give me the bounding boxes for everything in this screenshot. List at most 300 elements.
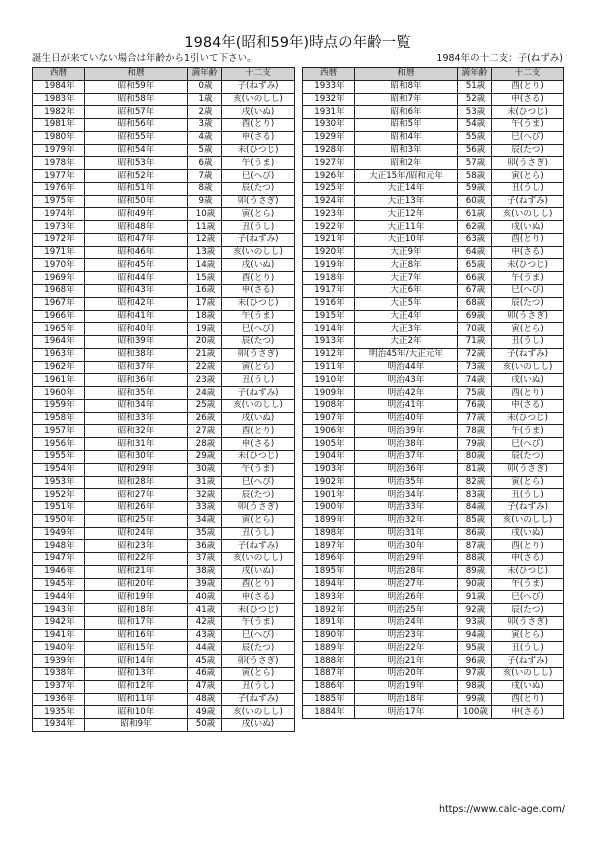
cell-eto: 巳(へび) <box>492 438 564 451</box>
birthday-note: 誕生日が来ていない場合は年齢から1引いて下さい。 <box>32 53 257 64</box>
cell-age: 59歳 <box>458 182 492 195</box>
cell-wareki: 昭和43年 <box>85 285 188 298</box>
cell-wareki: 大正11年 <box>355 221 458 234</box>
cell-age: 93歳 <box>458 616 492 629</box>
cell-age: 99歳 <box>458 693 492 706</box>
cell-seireki: 1951年 <box>33 502 85 515</box>
header-seireki: 西暦 <box>303 68 355 81</box>
cell-wareki: 昭和15年 <box>85 642 188 655</box>
cell-eto: 戌(いぬ) <box>222 412 295 425</box>
table-row <box>303 399 564 412</box>
cell-seireki: 1944年 <box>33 591 85 604</box>
cell-eto: 子(ねずみ) <box>222 80 295 93</box>
cell-seireki: 1895年 <box>303 565 355 578</box>
cell-age: 21歳 <box>188 348 222 361</box>
cell-eto: 丑(うし) <box>222 527 295 540</box>
cell-eto: 午(うま) <box>492 119 564 132</box>
cell-eto: 巳(へび) <box>492 591 564 604</box>
cell-seireki: 1922年 <box>303 221 355 234</box>
cell-age: 88歳 <box>458 553 492 566</box>
cell-seireki: 1981年 <box>33 119 85 132</box>
cell-seireki: 1907年 <box>303 412 355 425</box>
cell-wareki: 大正10年 <box>355 233 458 246</box>
cell-age: 82歳 <box>458 476 492 489</box>
table-row <box>33 553 295 566</box>
cell-eto: 午(うま) <box>222 616 295 629</box>
header-wareki: 和暦 <box>355 68 458 81</box>
table-row <box>33 591 295 604</box>
cell-age: 77歳 <box>458 412 492 425</box>
cell-wareki: 大正4年 <box>355 310 458 323</box>
cell-seireki: 1940年 <box>33 642 85 655</box>
table-row <box>33 131 295 144</box>
cell-seireki: 1967年 <box>33 297 85 310</box>
cell-eto: 酉(とり) <box>492 387 564 400</box>
cell-seireki: 1976年 <box>33 182 85 195</box>
cell-seireki: 1937年 <box>33 680 85 693</box>
cell-wareki: 昭和59年 <box>85 80 188 93</box>
cell-age: 66歳 <box>458 272 492 285</box>
cell-age: 32歳 <box>188 489 222 502</box>
cell-wareki: 昭和7年 <box>355 93 458 106</box>
cell-eto: 申(さる) <box>492 553 564 566</box>
table-row <box>33 438 295 451</box>
cell-seireki: 1964年 <box>33 336 85 349</box>
cell-wareki: 大正12年 <box>355 208 458 221</box>
table-row <box>303 182 564 195</box>
cell-eto: 申(さる) <box>222 438 295 451</box>
cell-eto: 午(うま) <box>222 157 295 170</box>
cell-wareki: 昭和54年 <box>85 144 188 157</box>
cell-seireki: 1969年 <box>33 272 85 285</box>
cell-age: 75歳 <box>458 387 492 400</box>
cell-seireki: 1906年 <box>303 425 355 438</box>
page-title: 1984年(昭和59年)時点の年齢一覧 <box>184 35 411 51</box>
cell-age: 31歳 <box>188 476 222 489</box>
table-row <box>33 565 295 578</box>
cell-seireki: 1929年 <box>303 131 355 144</box>
table-row <box>303 591 564 604</box>
cell-eto: 子(ねずみ) <box>492 348 564 361</box>
cell-age: 27歳 <box>188 425 222 438</box>
cell-wareki: 明治19年 <box>355 680 458 693</box>
cell-wareki: 昭和11年 <box>85 693 188 706</box>
cell-seireki: 1959年 <box>33 399 85 412</box>
cell-eto: 巳(へび) <box>222 476 295 489</box>
table-row <box>303 259 564 272</box>
table-row <box>33 259 295 272</box>
cell-age: 76歳 <box>458 399 492 412</box>
cell-age: 65歳 <box>458 259 492 272</box>
cell-age: 39歳 <box>188 578 222 591</box>
cell-seireki: 1920年 <box>303 246 355 259</box>
table-row <box>303 272 564 285</box>
cell-wareki: 昭和22年 <box>85 553 188 566</box>
cell-eto: 寅(とら) <box>222 514 295 527</box>
cell-eto: 子(ねずみ) <box>222 387 295 400</box>
cell-seireki: 1900年 <box>303 502 355 515</box>
cell-eto: 戌(いぬ) <box>222 106 295 119</box>
cell-eto: 巳(へび) <box>222 629 295 642</box>
table-row <box>33 272 295 285</box>
cell-wareki: 昭和2年 <box>355 157 458 170</box>
cell-seireki: 1908年 <box>303 399 355 412</box>
cell-age: 52歳 <box>458 93 492 106</box>
table-row <box>33 195 295 208</box>
cell-age: 38歳 <box>188 565 222 578</box>
cell-eto: 酉(とり) <box>222 272 295 285</box>
cell-eto: 戌(いぬ) <box>222 565 295 578</box>
table-row <box>33 361 295 374</box>
cell-seireki: 1982年 <box>33 106 85 119</box>
cell-seireki: 1885年 <box>303 693 355 706</box>
cell-age: 18歳 <box>188 310 222 323</box>
cell-age: 4歳 <box>188 131 222 144</box>
cell-age: 53歳 <box>458 106 492 119</box>
cell-wareki: 昭和19年 <box>85 591 188 604</box>
cell-eto: 辰(たつ) <box>492 144 564 157</box>
cell-wareki: 昭和58年 <box>85 93 188 106</box>
cell-age: 6歳 <box>188 157 222 170</box>
cell-wareki: 昭和33年 <box>85 412 188 425</box>
cell-eto: 辰(たつ) <box>492 604 564 617</box>
cell-eto: 寅(とら) <box>222 667 295 680</box>
table-row <box>303 348 564 361</box>
table-row <box>303 514 564 527</box>
cell-age: 8歳 <box>188 182 222 195</box>
table-row <box>33 80 295 93</box>
cell-wareki: 明治20年 <box>355 667 458 680</box>
cell-seireki: 1945年 <box>33 578 85 591</box>
cell-age: 60歳 <box>458 195 492 208</box>
cell-age: 44歳 <box>188 642 222 655</box>
cell-age: 25歳 <box>188 399 222 412</box>
cell-age: 11歳 <box>188 221 222 234</box>
cell-wareki: 昭和51年 <box>85 182 188 195</box>
cell-wareki: 明治35年 <box>355 476 458 489</box>
cell-seireki: 1914年 <box>303 323 355 336</box>
table-row <box>33 527 295 540</box>
cell-eto: 戌(いぬ) <box>492 221 564 234</box>
cell-age: 47歳 <box>188 680 222 693</box>
cell-seireki: 1965年 <box>33 323 85 336</box>
cell-eto: 未(ひつじ) <box>492 106 564 119</box>
table-row <box>33 476 295 489</box>
table-row <box>33 157 295 170</box>
table-row <box>33 93 295 106</box>
table-row <box>303 131 564 144</box>
header-age: 満年齢 <box>458 68 492 81</box>
cell-age: 89歳 <box>458 565 492 578</box>
table-row <box>303 93 564 106</box>
cell-eto: 亥(いのしし) <box>492 361 564 374</box>
cell-eto: 酉(とり) <box>222 578 295 591</box>
cell-age: 43歳 <box>188 629 222 642</box>
cell-seireki: 1901年 <box>303 489 355 502</box>
table-row <box>303 553 564 566</box>
table-row <box>33 463 295 476</box>
table-row <box>303 463 564 476</box>
cell-wareki: 明治31年 <box>355 527 458 540</box>
table-row <box>303 336 564 349</box>
cell-eto: 寅(とら) <box>492 323 564 336</box>
cell-eto: 亥(いのしし) <box>222 399 295 412</box>
cell-age: 85歳 <box>458 514 492 527</box>
cell-wareki: 昭和17年 <box>85 616 188 629</box>
table-row <box>303 604 564 617</box>
cell-eto: 申(さる) <box>492 246 564 259</box>
cell-age: 14歳 <box>188 259 222 272</box>
table-row <box>303 246 564 259</box>
cell-wareki: 昭和32年 <box>85 425 188 438</box>
cell-seireki: 1898年 <box>303 527 355 540</box>
cell-eto: 寅(とら) <box>492 476 564 489</box>
cell-wareki: 昭和27年 <box>85 489 188 502</box>
cell-seireki: 1924年 <box>303 195 355 208</box>
cell-eto: 午(うま) <box>492 272 564 285</box>
cell-eto: 辰(たつ) <box>222 489 295 502</box>
cell-wareki: 昭和20年 <box>85 578 188 591</box>
cell-age: 33歳 <box>188 502 222 515</box>
cell-seireki: 1911年 <box>303 361 355 374</box>
cell-wareki: 明治28年 <box>355 565 458 578</box>
cell-seireki: 1949年 <box>33 527 85 540</box>
cell-eto: 午(うま) <box>222 310 295 323</box>
cell-age: 84歳 <box>458 502 492 515</box>
cell-age: 69歳 <box>458 310 492 323</box>
cell-age: 46歳 <box>188 667 222 680</box>
table-row <box>303 476 564 489</box>
cell-wareki: 明治42年 <box>355 387 458 400</box>
cell-age: 23歳 <box>188 374 222 387</box>
header-age: 満年齢 <box>188 68 222 81</box>
table-row <box>303 80 564 93</box>
cell-seireki: 1913年 <box>303 336 355 349</box>
cell-seireki: 1930年 <box>303 119 355 132</box>
cell-wareki: 昭和35年 <box>85 387 188 400</box>
cell-wareki: 明治32年 <box>355 514 458 527</box>
cell-wareki: 昭和55年 <box>85 131 188 144</box>
cell-wareki: 大正5年 <box>355 297 458 310</box>
cell-age: 63歳 <box>458 233 492 246</box>
table-row <box>33 170 295 183</box>
cell-seireki: 1891年 <box>303 616 355 629</box>
table-row <box>303 323 564 336</box>
cell-age: 5歳 <box>188 144 222 157</box>
table-row <box>33 680 295 693</box>
cell-eto: 寅(とら) <box>492 629 564 642</box>
table-row <box>303 425 564 438</box>
cell-wareki: 昭和46年 <box>85 246 188 259</box>
cell-seireki: 1968年 <box>33 285 85 298</box>
table-row <box>33 578 295 591</box>
cell-seireki: 1978年 <box>33 157 85 170</box>
cell-wareki: 明治41年 <box>355 399 458 412</box>
table-row <box>303 693 564 706</box>
cell-age: 95歳 <box>458 642 492 655</box>
cell-age: 17歳 <box>188 297 222 310</box>
cell-seireki: 1926年 <box>303 170 355 183</box>
cell-wareki: 大正13年 <box>355 195 458 208</box>
cell-seireki: 1970年 <box>33 259 85 272</box>
cell-eto: 申(さる) <box>492 399 564 412</box>
cell-eto: 卯(うさぎ) <box>492 463 564 476</box>
cell-seireki: 1927年 <box>303 157 355 170</box>
cell-wareki: 昭和16年 <box>85 629 188 642</box>
cell-age: 29歳 <box>188 450 222 463</box>
cell-seireki: 1902年 <box>303 476 355 489</box>
cell-wareki: 昭和48年 <box>85 221 188 234</box>
cell-wareki: 昭和23年 <box>85 540 188 553</box>
cell-eto: 酉(とり) <box>222 425 295 438</box>
cell-seireki: 1896年 <box>303 553 355 566</box>
cell-age: 37歳 <box>188 553 222 566</box>
cell-age: 20歳 <box>188 336 222 349</box>
cell-eto: 子(ねずみ) <box>222 693 295 706</box>
cell-eto: 卯(うさぎ) <box>492 310 564 323</box>
table-row <box>303 706 564 719</box>
cell-seireki: 1923年 <box>303 208 355 221</box>
table-row <box>303 106 564 119</box>
header-eto: 十二支 <box>492 68 564 81</box>
table-row <box>303 450 564 463</box>
cell-wareki: 明治21年 <box>355 655 458 668</box>
table-row <box>33 540 295 553</box>
cell-wareki: 明治24年 <box>355 616 458 629</box>
cell-age: 87歳 <box>458 540 492 553</box>
table-row <box>33 233 295 246</box>
cell-eto: 酉(とり) <box>222 119 295 132</box>
cell-age: 34歳 <box>188 514 222 527</box>
cell-seireki: 1958年 <box>33 412 85 425</box>
cell-age: 42歳 <box>188 616 222 629</box>
cell-age: 71歳 <box>458 336 492 349</box>
table-row <box>303 540 564 553</box>
cell-seireki: 1952年 <box>33 489 85 502</box>
table-row <box>303 157 564 170</box>
cell-wareki: 明治44年 <box>355 361 458 374</box>
table-row <box>33 387 295 400</box>
cell-seireki: 1884年 <box>303 706 355 719</box>
cell-eto: 戌(いぬ) <box>492 527 564 540</box>
cell-seireki: 1953年 <box>33 476 85 489</box>
cell-age: 96歳 <box>458 655 492 668</box>
table-row <box>33 297 295 310</box>
cell-eto: 卯(うさぎ) <box>222 195 295 208</box>
cell-wareki: 明治34年 <box>355 489 458 502</box>
cell-wareki: 大正2年 <box>355 336 458 349</box>
cell-wareki: 昭和4年 <box>355 131 458 144</box>
cell-wareki: 大正9年 <box>355 246 458 259</box>
table-row <box>303 310 564 323</box>
cell-wareki: 昭和8年 <box>355 80 458 93</box>
cell-age: 7歳 <box>188 170 222 183</box>
cell-seireki: 1966年 <box>33 310 85 323</box>
table-row <box>33 667 295 680</box>
cell-seireki: 1919年 <box>303 259 355 272</box>
cell-seireki: 1942年 <box>33 616 85 629</box>
cell-seireki: 1971年 <box>33 246 85 259</box>
cell-seireki: 1892年 <box>303 604 355 617</box>
header-eto: 十二支 <box>222 68 295 81</box>
cell-eto: 巳(へび) <box>222 323 295 336</box>
cell-seireki: 1962年 <box>33 361 85 374</box>
cell-age: 10歳 <box>188 208 222 221</box>
cell-age: 74歳 <box>458 374 492 387</box>
cell-wareki: 昭和25年 <box>85 514 188 527</box>
table-row <box>303 221 564 234</box>
cell-eto: 申(さる) <box>492 93 564 106</box>
table-row <box>303 285 564 298</box>
table-row <box>33 106 295 119</box>
cell-eto: 酉(とり) <box>492 540 564 553</box>
table-row <box>33 719 295 732</box>
cell-seireki: 1980年 <box>33 131 85 144</box>
cell-eto: 卯(うさぎ) <box>222 502 295 515</box>
cell-eto: 酉(とり) <box>492 80 564 93</box>
cell-wareki: 明治27年 <box>355 578 458 591</box>
cell-wareki: 大正15年/昭和元年 <box>355 170 458 183</box>
age-table-right <box>302 67 564 719</box>
cell-wareki: 昭和18年 <box>85 604 188 617</box>
cell-seireki: 1893年 <box>303 591 355 604</box>
year-zodiac-note: 1984年の十二支：子(ねずみ) <box>436 53 563 64</box>
cell-seireki: 1977年 <box>33 170 85 183</box>
cell-eto: 子(ねずみ) <box>492 195 564 208</box>
cell-eto: 未(ひつじ) <box>222 450 295 463</box>
cell-age: 79歳 <box>458 438 492 451</box>
cell-eto: 寅(とら) <box>492 170 564 183</box>
cell-seireki: 1943年 <box>33 604 85 617</box>
cell-wareki: 昭和56年 <box>85 119 188 132</box>
table-row <box>33 706 295 719</box>
cell-wareki: 昭和3年 <box>355 144 458 157</box>
cell-seireki: 1890年 <box>303 629 355 642</box>
header-seireki: 西暦 <box>33 68 85 81</box>
cell-age: 22歳 <box>188 361 222 374</box>
cell-eto: 亥(いのしし) <box>222 553 295 566</box>
table-row <box>303 642 564 655</box>
table-row <box>303 412 564 425</box>
table-row <box>33 514 295 527</box>
table-row <box>33 246 295 259</box>
cell-wareki: 昭和39年 <box>85 336 188 349</box>
table-row <box>33 323 295 336</box>
cell-seireki: 1931年 <box>303 106 355 119</box>
cell-seireki: 1979年 <box>33 144 85 157</box>
cell-eto: 亥(いのしし) <box>222 706 295 719</box>
cell-wareki: 昭和31年 <box>85 438 188 451</box>
table-row <box>33 208 295 221</box>
table-row <box>303 361 564 374</box>
table-row <box>33 693 295 706</box>
cell-wareki: 昭和57年 <box>85 106 188 119</box>
cell-wareki: 明治29年 <box>355 553 458 566</box>
cell-wareki: 昭和36年 <box>85 374 188 387</box>
cell-age: 30歳 <box>188 463 222 476</box>
cell-seireki: 1925年 <box>303 182 355 195</box>
cell-eto: 未(ひつじ) <box>222 297 295 310</box>
cell-eto: 丑(うし) <box>492 336 564 349</box>
cell-seireki: 1921年 <box>303 233 355 246</box>
cell-eto: 卯(うさぎ) <box>492 616 564 629</box>
cell-eto: 卯(うさぎ) <box>222 655 295 668</box>
cell-seireki: 1894年 <box>303 578 355 591</box>
cell-eto: 辰(たつ) <box>492 450 564 463</box>
cell-seireki: 1941年 <box>33 629 85 642</box>
table-row <box>303 297 564 310</box>
cell-wareki: 昭和41年 <box>85 310 188 323</box>
